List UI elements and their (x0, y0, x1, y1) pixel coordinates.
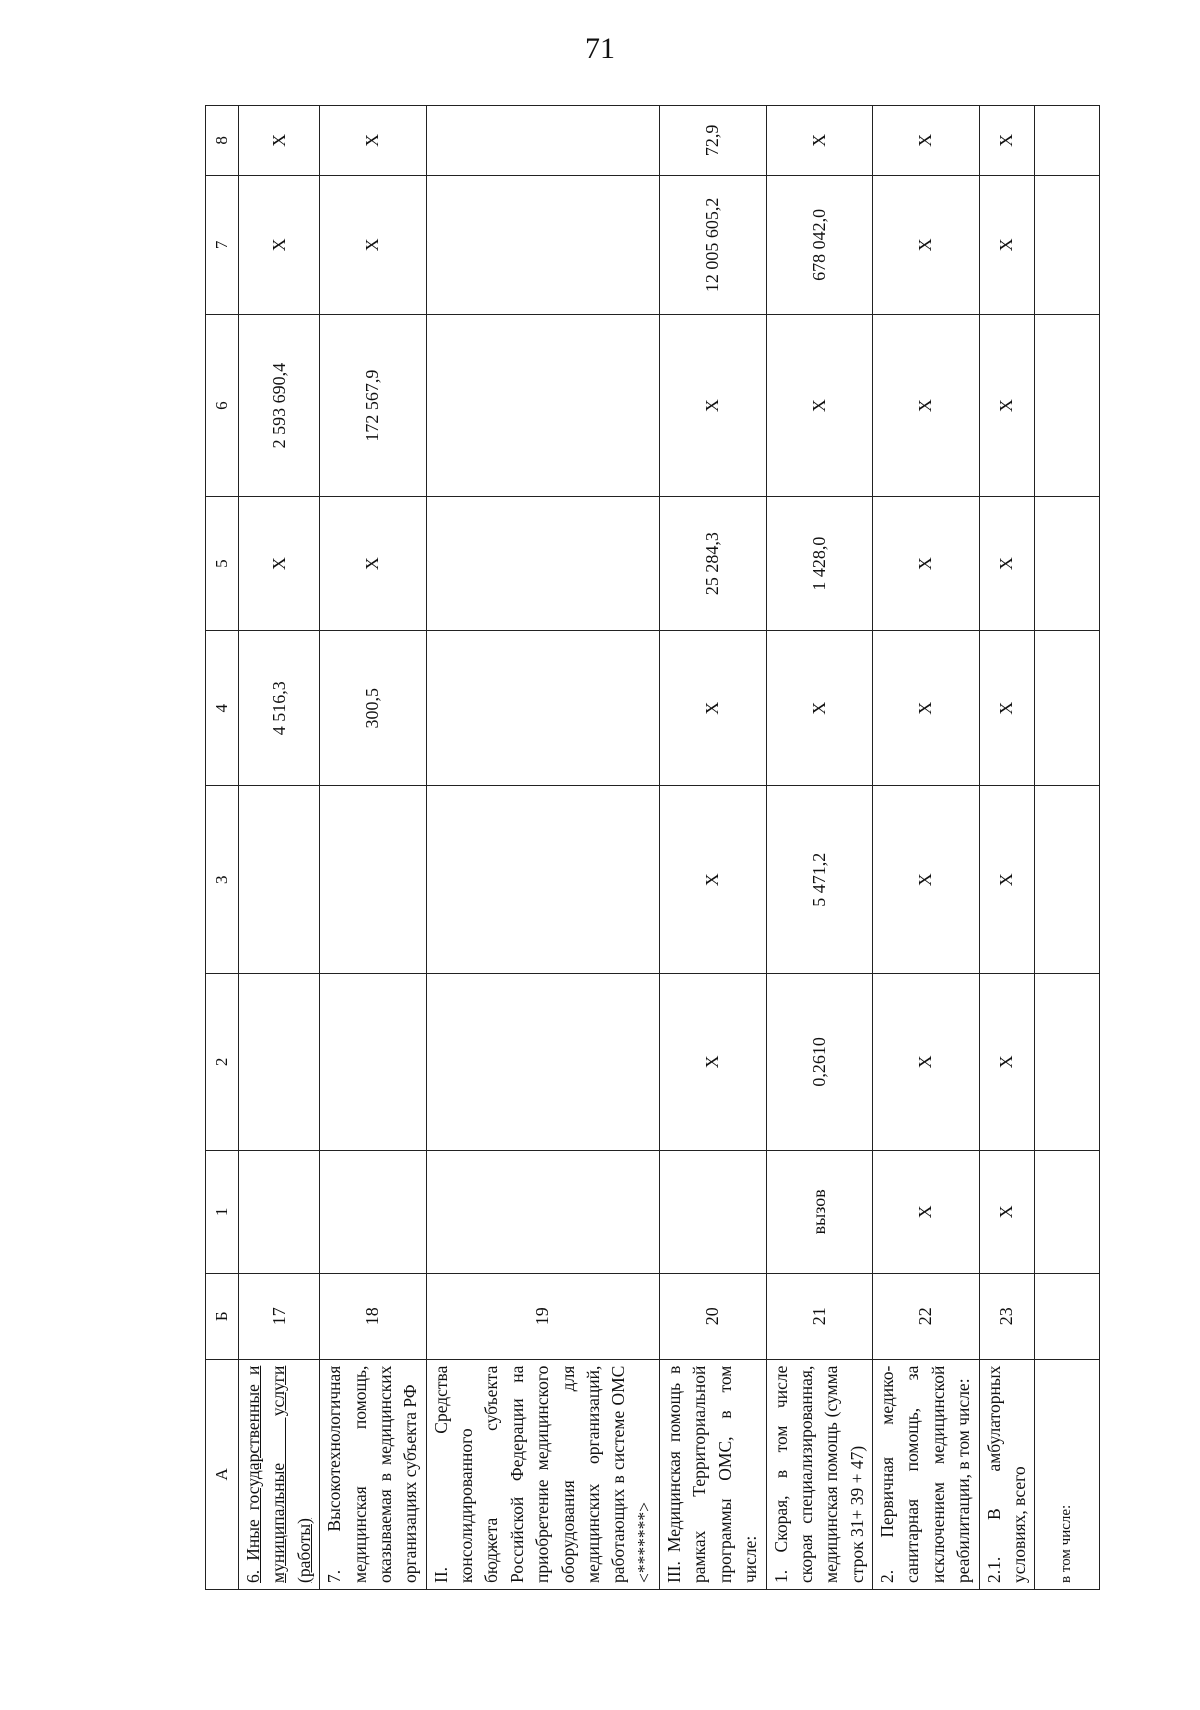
cell-col3: Х (873, 786, 980, 974)
row-number: 20 (660, 1273, 767, 1359)
cell-col2: Х (979, 973, 1035, 1150)
column-header: 5 (206, 497, 239, 631)
cell-col4: Х (873, 631, 980, 786)
table-row (766, 106, 873, 1590)
table-row (873, 106, 980, 1590)
cell-col5 (426, 497, 659, 631)
cell-col4: Х (660, 631, 767, 786)
cell-col2 (239, 973, 320, 1150)
cell-col5: Х (320, 497, 427, 631)
data-table (205, 105, 1100, 1590)
cell-col6: Х (873, 315, 980, 497)
row-description: в том числе: (1035, 1359, 1100, 1589)
row-description: 6. Иные государственные и муниципальные услуги (работы) (239, 1359, 320, 1589)
cell-col8: Х (239, 106, 320, 176)
cell-unit: Х (979, 1150, 1035, 1273)
row-number: 17 (239, 1273, 320, 1359)
cell-col5 (1035, 497, 1100, 631)
cell-unit (1035, 1150, 1100, 1273)
row-number: 18 (320, 1273, 427, 1359)
cell-col2 (1035, 973, 1100, 1150)
cell-col6: Х (979, 315, 1035, 497)
row-number: 23 (979, 1273, 1035, 1359)
cell-col8: Х (320, 106, 427, 176)
cell-col8: 72,9 (660, 106, 767, 176)
cell-unit: Х (873, 1150, 980, 1273)
row-number: 21 (766, 1273, 873, 1359)
column-header: Б (206, 1273, 239, 1359)
cell-unit: вызов (766, 1150, 873, 1273)
cell-col7 (426, 175, 659, 314)
cell-unit (660, 1150, 767, 1273)
cell-col4: Х (979, 631, 1035, 786)
cell-col5: Х (239, 497, 320, 631)
cell-col5: 1 428,0 (766, 497, 873, 631)
row-description: III. Медицинская помощь в рамках Территориальной программы ОМС, в том числе: (660, 1359, 767, 1589)
row-number: 19 (426, 1273, 659, 1359)
page-number: 71 (585, 32, 615, 65)
cell-col7: Х (239, 175, 320, 314)
cell-col8 (1035, 106, 1100, 176)
cell-col6: 172 567,9 (320, 315, 427, 497)
row-number: 22 (873, 1273, 980, 1359)
column-header: 2 (206, 973, 239, 1150)
cell-col4: Х (766, 631, 873, 786)
cell-col3: Х (979, 786, 1035, 974)
cell-col5: 25 284,3 (660, 497, 767, 631)
column-header: 3 (206, 786, 239, 974)
column-header: 4 (206, 631, 239, 786)
table-row (979, 106, 1035, 1590)
cell-col6 (426, 315, 659, 497)
table-row (239, 106, 320, 1590)
cell-col3 (1035, 786, 1100, 974)
row-description: 1. Скорая, в том числе скорая специализированная, медицинская помощь (сумма строк 31+ 39 + 47) (766, 1359, 873, 1589)
cell-col8: Х (873, 106, 980, 176)
cell-col4 (1035, 631, 1100, 786)
column-header: 8 (206, 106, 239, 176)
cell-col6: Х (660, 315, 767, 497)
cell-col6 (1035, 315, 1100, 497)
cell-unit (320, 1150, 427, 1273)
cell-col6: 2 593 690,4 (239, 315, 320, 497)
cell-col2 (426, 973, 659, 1150)
cell-col6: Х (766, 315, 873, 497)
table-row (1035, 106, 1100, 1590)
cell-col7: 12 005 605,2 (660, 175, 767, 314)
cell-col5: Х (979, 497, 1035, 631)
cell-col8: Х (979, 106, 1035, 176)
cell-col7: 678 042,0 (766, 175, 873, 314)
row-description: 2. Первичная медико-санитарная помощь, за исключением медицинской реабилитации, в том числе: (873, 1359, 980, 1589)
cell-col4: 300,5 (320, 631, 427, 786)
header-row (206, 106, 239, 1590)
table-row (660, 106, 767, 1590)
row-description: 2.1. В амбулаторных условиях, всего (979, 1359, 1035, 1589)
cell-col2 (320, 973, 427, 1150)
cell-col7: Х (979, 175, 1035, 314)
cell-col3: 5 471,2 (766, 786, 873, 974)
column-header: 1 (206, 1150, 239, 1273)
cell-col8 (426, 106, 659, 176)
cell-unit (239, 1150, 320, 1273)
table-row (426, 106, 659, 1590)
cell-col2: Х (873, 973, 980, 1150)
column-header: А (206, 1359, 239, 1589)
cell-col3 (320, 786, 427, 974)
cell-col3: Х (660, 786, 767, 974)
column-header: 7 (206, 175, 239, 314)
cell-col4 (426, 631, 659, 786)
row-number (1035, 1273, 1100, 1359)
column-header: 6 (206, 315, 239, 497)
cell-col8: Х (766, 106, 873, 176)
cell-col2: Х (660, 973, 767, 1150)
cell-col7: Х (320, 175, 427, 314)
cell-unit (426, 1150, 659, 1273)
cell-col4: 4 516,3 (239, 631, 320, 786)
rotated-table-container (205, 105, 1075, 1590)
table-row (320, 106, 427, 1590)
row-description: II. Средства консолидированного бюджета субъекта Российской Федерации на приобретение медицинского оборудования для медицинских организаций, работающих в системе ОМС <*******> (426, 1359, 659, 1589)
cell-col5: Х (873, 497, 980, 631)
cell-col3 (239, 786, 320, 974)
row-description: 7. Высокотехнологичная медицинская помощь, оказываемая в медицинских организациях субъекта РФ (320, 1359, 427, 1589)
cell-col7 (1035, 175, 1100, 314)
cell-col3 (426, 786, 659, 974)
cell-col2: 0,2610 (766, 973, 873, 1150)
cell-col7: Х (873, 175, 980, 314)
